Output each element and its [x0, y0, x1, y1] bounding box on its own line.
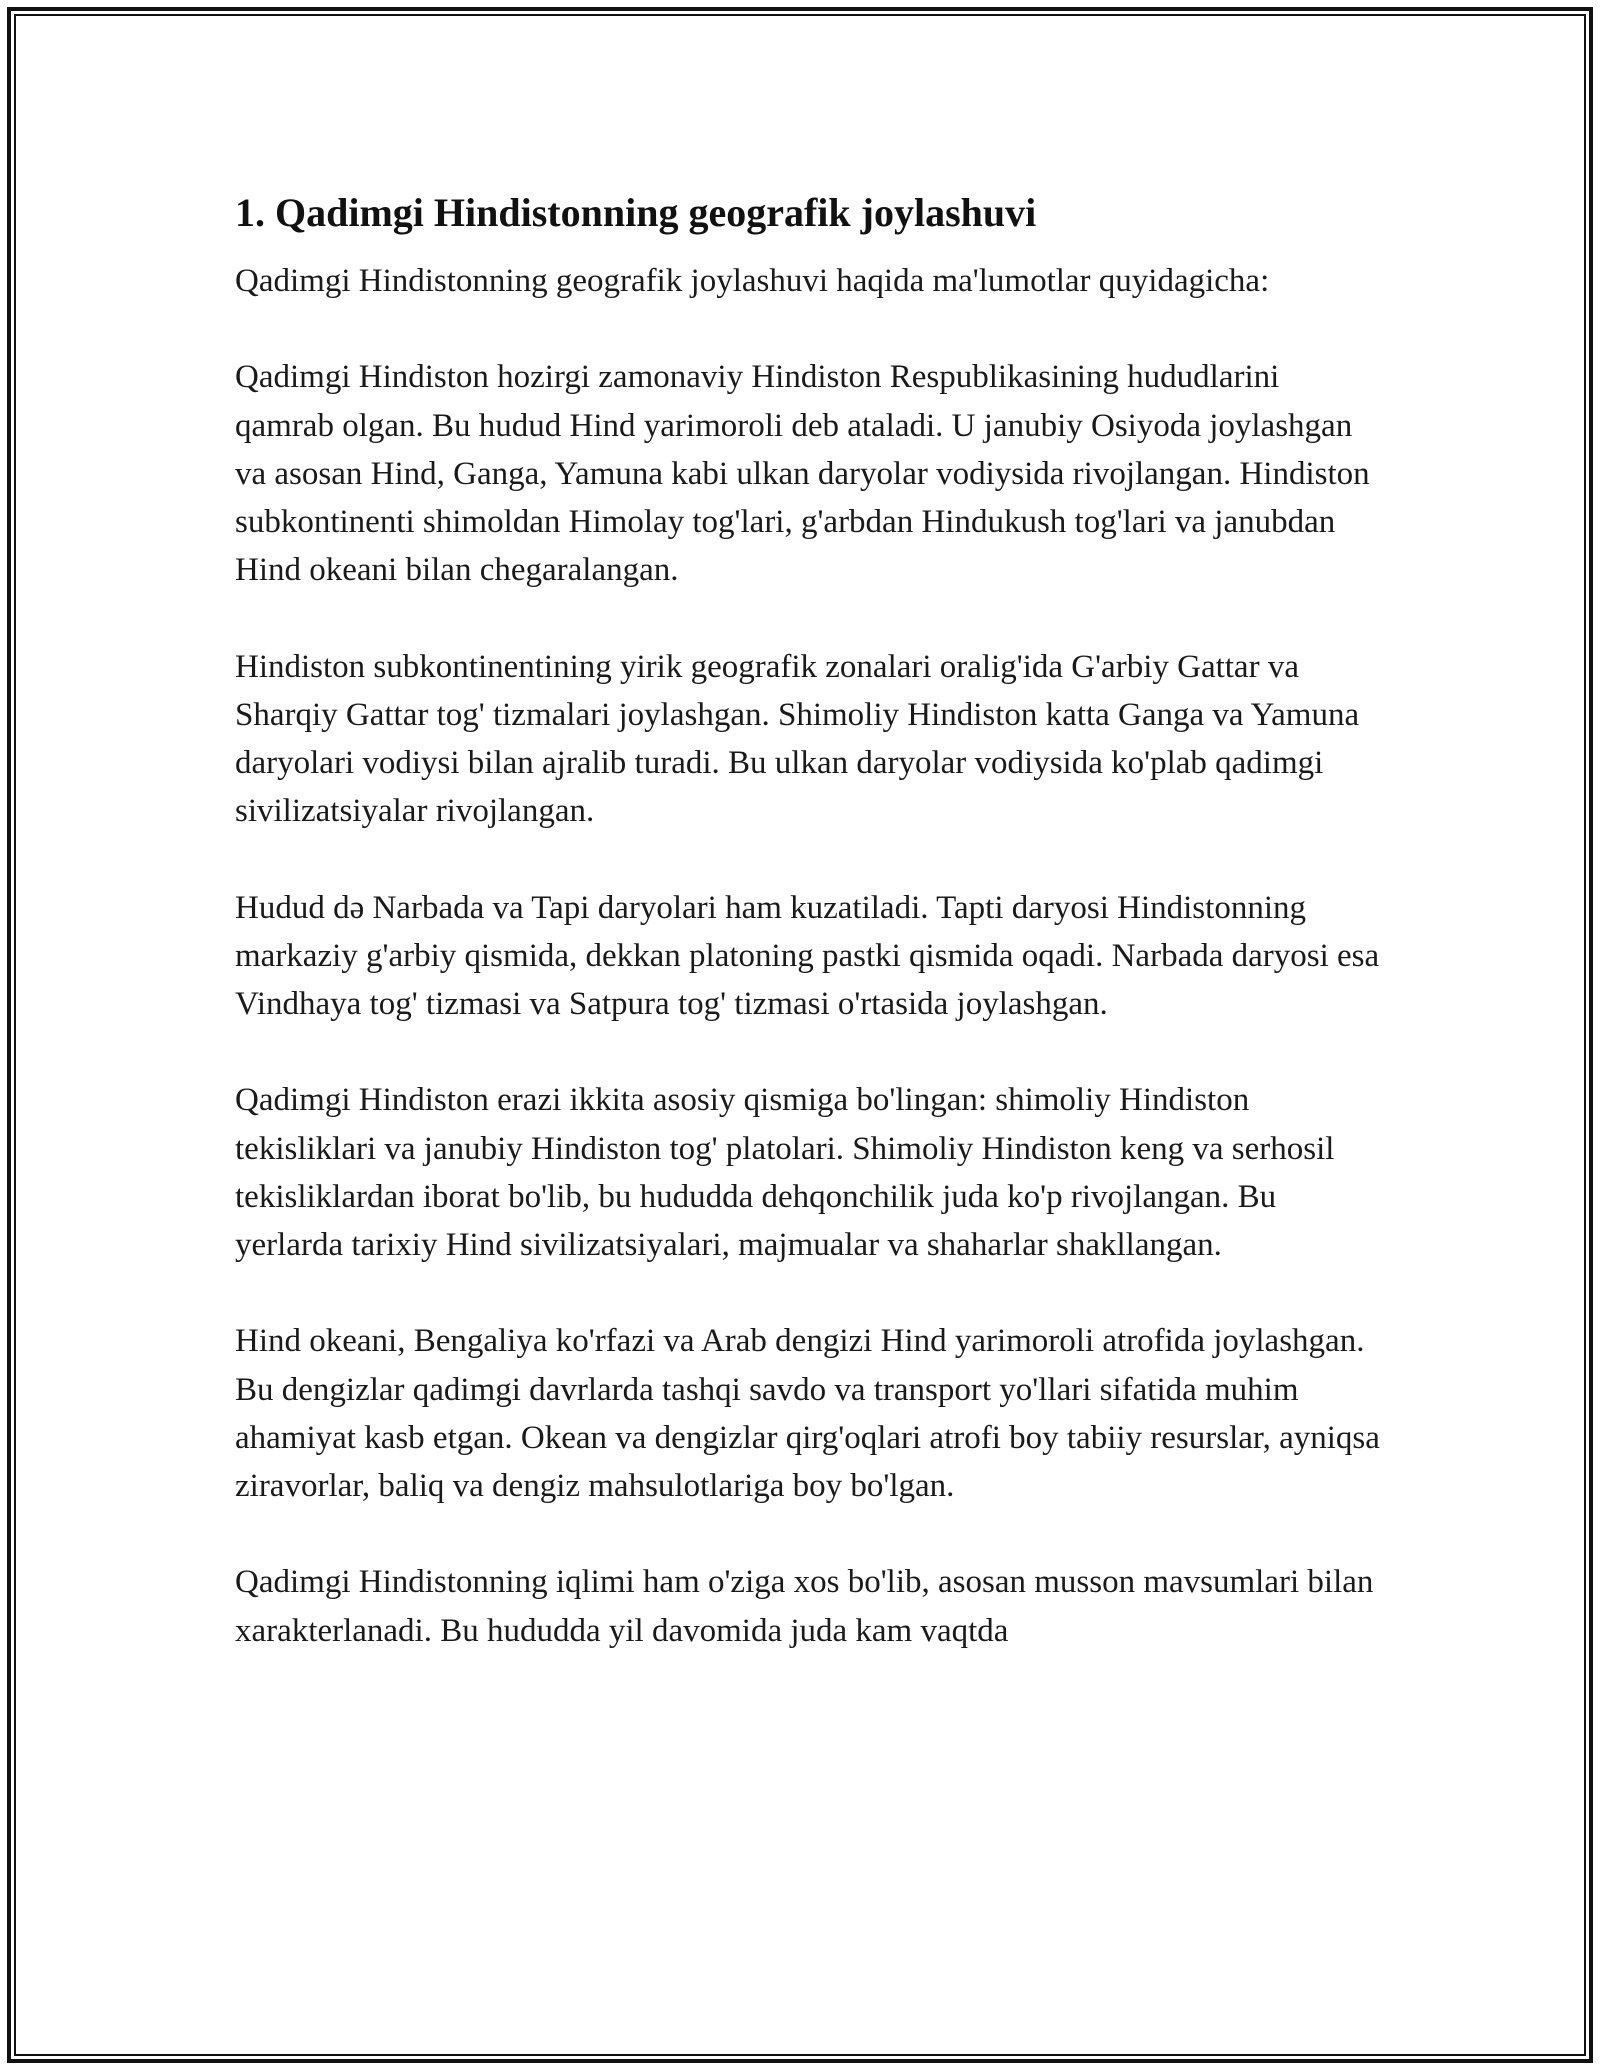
paragraph-location: Qadimgi Hindiston hozirgi zamonaviy Hindiston Respublikasining hududlarini qamrab olgan. Bu hudud Hind yarimoroli deb ataladi. U janubiy Osiyoda joylashgan va asosan Hind, Ganga, Yamuna kabi ulkan daryolar vodiysida rivojlangan. Hindiston subkontinenti shimoldan Himolay tog'lari, g'arbdan Hindukush tog'lari va janubdan Hind okeani bilan chegaralangan. — [235, 359, 1370, 589]
document-content — [235, 185, 1385, 1703]
section-heading: 1. Qadimgi Hindistonning geografik joylashuvi — [235, 190, 1037, 235]
paragraph-rivers: Hudud də Narbada va Tapi daryolari ham kuzatiladi. Tapti daryosi Hindistonning markaziy g'arbiy qismida, dekkan platoning pastki qismida oqadi. Narbada daryosi esa Vindhaya tog' tizmasi va Satpura tog' tizmasi o'rtasida joylashgan. — [235, 889, 1380, 1022]
paragraph-climate: Qadimgi Hindistonning iqlimi ham o'ziga xos bo'lib, asosan musson mavsumlari bilan xarakterlanadi. Bu hududda yil davomida juda kam vaqtda — [235, 1564, 1374, 1649]
paragraph-mountains: Hindiston subkontinentining yirik geografik zonalari oralig'ida G'arbiy Gattar va Sharqiy Gattar tog' tizmalari joylashgan. Shimoliy Hindiston katta Ganga va Yamuna daryolari vodiysi bilan ajralib turadi. Bu ulkan daryolar vodiysida ko'plab qadimgi sivilizatsiyalar rivojlangan. — [235, 648, 1360, 830]
paragraph-seas: Hind okeani, Bengaliya ko'rfazi va Arab dengizi Hind yarimoroli atrofida joylashgan. Bu dengizlar qadimgi davrlarda tashqi savdo va transport yo'llari sifatida muhim ahamiyat kasb etgan. Okean va dengizlar qirg'oqlari atrofi boy tabiiy resurslar, ayniqsa ziravorlar, baliq va dengiz mahsulotlariga boy bo'lgan. — [235, 1323, 1380, 1504]
paragraph-intro: Qadimgi Hindistonning geografik joylashuvi haqida ma'lumotlar quyidagicha: — [235, 263, 1270, 299]
paragraph-regions: Qadimgi Hindiston erazi ikkita asosiy qismiga bo'lingan: shimoliy Hindiston tekisliklari va janubiy Hindiston tog' platolari. Shimoliy Hindiston keng va serhosil tekisliklardan iborat bo'lib, bu hududda dehqonchilik juda ko'p rivojlangan. Bu yerlarda tarixiy Hind sivilizatsiyalari, majmualar va shaharlar shakllangan. — [235, 1082, 1335, 1263]
